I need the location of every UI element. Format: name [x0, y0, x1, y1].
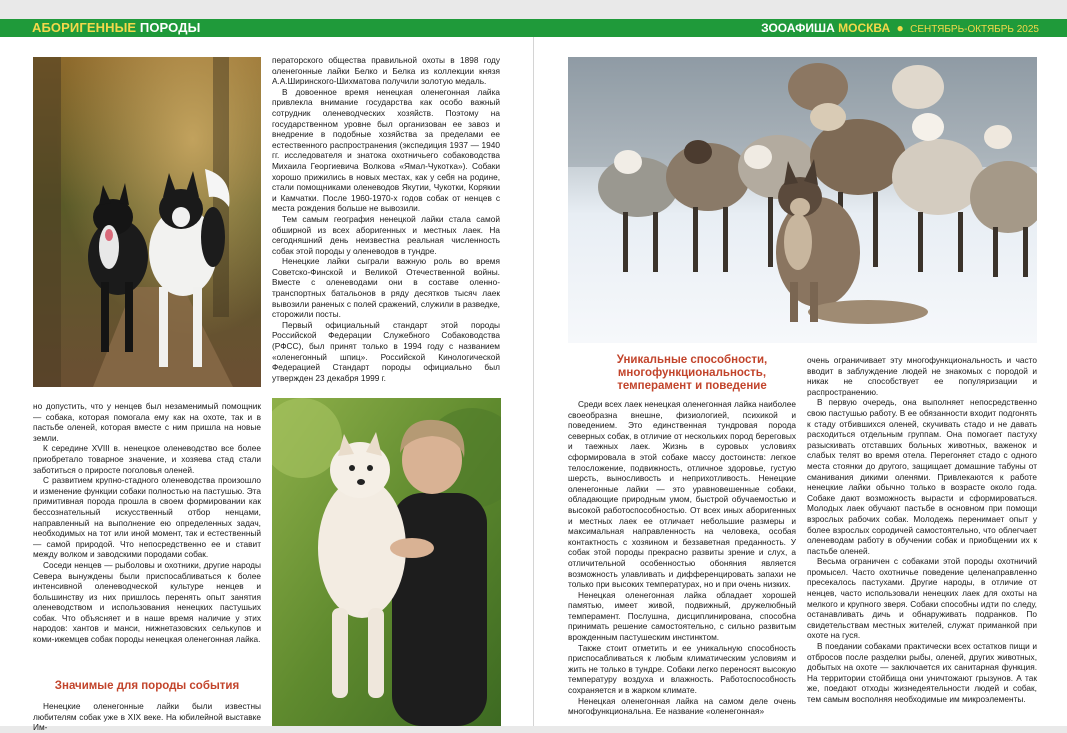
paragraph: В первую очередь, она выполняет непосредственно свою пастушью работу. В ее обязанности входит подгонять к стаду отбившихся оленей, скучивать стадо и не давать расходиться отдельным группам. Она помогает пастуху разыскивать отставших больных животных, важенок и слабых телят во время отела. Перегоняет стадо с одного места стоянки до другого, защищает домашние табуны от сманивания дикими оленями. Привлекаются к работе ненецкие лайки обычно только в возрасте около года. Собаке дают возможность вырасти и сформироваться. Молодых лаек обучают пастьбе в основном при помощи взрослых рабочих собак. Молодежь перенимает опыт у более взрослых сородичей самостоятельно, что облегчает оленеводам работу в обучении собак и приобщении их к пастьбе оленей.	[807, 397, 1037, 556]
paragraph: В довоенное время ненецкая оленегонная лайка привлекла внимание государства как особо важный сотрудник оленеводческих хозяйств. Поэтому на государственном уровне был организован ее завоз и внедрение в подобные хозяйства за пределами ее естественного распространения (экспедиция 1937 — 1940 гг. исследователя и знатока охотничьего собаководства Михаила Георгиевича Волкова «Ямал-Чукотка»). Собаки хорошо прижились в новых местах, как у себя на родине, стали помощниками оленеводов Якутии, Чукотки, Корякии и Камчатки. После 1960-1970-х годов собак от ненцев с места рождения больше не вывозили.	[272, 86, 500, 214]
column-1-continuation	[33, 701, 261, 733]
paragraph: Тем самым география ненецкой лайки стала самой обширной из всех аборигенных и местных лаек. На сегодняшний день неизвестна реальная численность собак этой породы у оленеводов в тундре.	[272, 213, 500, 256]
left-page	[0, 37, 534, 733]
column-3-text	[568, 399, 796, 717]
column-4-text	[807, 355, 1037, 705]
column-2-text	[272, 55, 500, 383]
paragraph: очень ограничивает эту многофункциональность и часто вводит в заблуждение людей не знакомых с породой и никак не способствует ее популяризации и распространению.	[807, 355, 1037, 397]
paragraph: В поедании собаками практически всех остатков пищи и отбросов после разделки рыбы, оленей, других животных, добытых на охоте — заключается их санитарная функция. На территории стойбища они уничтожают грызунов. А так же, поедают отходы жизнедеятельности людей и собак, тем самым восполняя необходимые им микроэлементы.	[807, 641, 1037, 704]
section-title	[32, 20, 200, 35]
paragraph: Первый официальный стандарт этой породы Российской Федерации Служебного Собаководства (РФСС), был принят только в 1994 году с названием «оленегонный шпиц». Российской Кинологической Федерацией Стандарт породы официально был утвержден 23 декабря 1999 г.	[272, 319, 500, 383]
paragraph: Ненецкие оленегонные лайки были известны любителям собак уже в XIX веке. На юбилейной выставке Им-	[33, 701, 261, 733]
paragraph: ператорского общества правильной охоты в 1898 году оленегонные лайки Белко и Белка из коллекции князя А.А.Ширинского-Шихматова получили золотую медаль.	[272, 55, 500, 87]
section-title-word1: АБОРИГЕННЫЕ	[32, 20, 137, 35]
paragraph: Соседи ненцев — рыболовы и охотники, другие народы Севера вынуждены были приспосабливаться к более интенсивной оленеводческой культуре ненцев и большинству из них пришлось перенять опыт занятия оленеводством и использования ненецких пастушьих собак. Что объясняет и в наше время наличие у этих народов: хантов и манси, нижнетазовских селькупов и коми-ижемцев собак породы ненецкая оленегонная лайка.	[33, 559, 261, 645]
magazine-name: ЗООАФИША	[761, 21, 835, 35]
paragraph: Среди всех лаек ненецкая оленегонная лайка наиболее своеобразна внешне, физиологией, психикой и поведением. Это единственная тундровая порода северных собак, в отличие от нескольких пород береговых и таежных лаек. Жизнь в суровых условиях сформировала в этой собаке массу достоинств: легкое телосложение, подвижность, отличное здоровье, густую шерсть, выносливость и неприхотливость. Ненецкие оленегонные лайки — это уравновешенные собаки, обладающие природным умом, быстрой обучаемостью и высокой работоспособностью. От всех иных аборигенных и местных лаек ее отличает небольшие размеры и максимальная направленность на человека, особая контактность с хозяином и беззаветная преданность. У собак этой породы прекрасно развиты зрение и слух, а отличительной особенностью обоняния является возможность улавливать и дифференцировать запахи не только при высоких температурах, но и при очень низких.	[568, 399, 796, 590]
paragraph: Ненецкая оленегонная лайка на самом деле очень многофункциональна. Ее название «оленегонная»	[568, 695, 796, 717]
paragraph: Весьма ограничен с собаками этой породы охотничий промысел. Часто охотничье поведение целенаправленно пресекалось пастухами. Другие народы, в отличие от ненцев, часто использовали ненецких лаек для охоты на мелкого и крупного зверя. Собаки способны идти по следу, останавливать дичь и обнаруживать подранков. По свидетельствам местных жителей, служат приманкой при охоте на гуся.	[807, 556, 1037, 641]
magazine-city: МОСКВА	[838, 21, 891, 35]
paragraph: Ненецкие лайки сыграли важную роль во время Советско-Финской и Великой Отечественной войны. Вместе с оленеводами они в составе оленно-транспортных батальонов в ряду десятков тысяч лаек вывозили раненых с полей сражений, служили в разведке, сторожили посты.	[272, 256, 500, 320]
header-bar	[0, 19, 1067, 37]
column-1-text	[33, 401, 261, 645]
right-page	[534, 37, 1067, 726]
paragraph: Ненецкая оленегонная лайка обладает хорошей памятью, имеет живой, подвижный, дружелюбный темперамент. Послушна, дисциплинирована, способна принимать решение самостоятельно, с сильно развитым врожденным пастушеским инстинктом.	[568, 589, 796, 643]
paragraph: К середине XVIII в. ненецкое оленеводство все более приобретало товарное значение, и хозяева стад стали заботиться о приросте поголовья оленей.	[33, 443, 261, 475]
section-title-word2: ПОРОДЫ	[139, 20, 201, 35]
photo-two-laika-dogs	[33, 57, 261, 387]
magazine-masthead	[761, 21, 1039, 35]
section-heading-abilities: Уникальные способности, многофункциональность, темперамент и поведение	[616, 354, 768, 392]
issue-date: СЕНТЯБРЬ-ОКТЯБРЬ 2025	[910, 24, 1039, 35]
section-heading-events: Значимые для породы события	[54, 680, 240, 692]
photo-dog-with-sheep	[568, 57, 1037, 343]
separator-dot-icon: ●	[896, 21, 904, 35]
paragraph: Также стоит отметить и ее уникальную способность приспосабливаться к любым климатическим условиям и жить не только в тундре. Собаки легко переносят высокую температуру воздуха и влажность. Работоспособность сохраняется и в жарком климате.	[568, 642, 796, 696]
paragraph: С развитием крупно-стадного оленеводства произошло и изменение функции собаки полностью на пастушью. Эта примитивная порода прошла в своем формировании как бессознательный искусственный отбор ненцами, направленный на выполнение ею определенных задач, необходимых на тот или иной момент, так и естественный — самой природой. Что непосредственно ее и ставит между волком и заводскими породами собак.	[33, 475, 261, 560]
paragraph: но допустить, что у ненцев был незаменимый помощник — собака, которая помогала ему как на охоте, так и в пастьбе оленей, которая вместе с ним пришла на новые земли.	[33, 401, 261, 443]
photo-woman-with-dog	[272, 398, 501, 726]
